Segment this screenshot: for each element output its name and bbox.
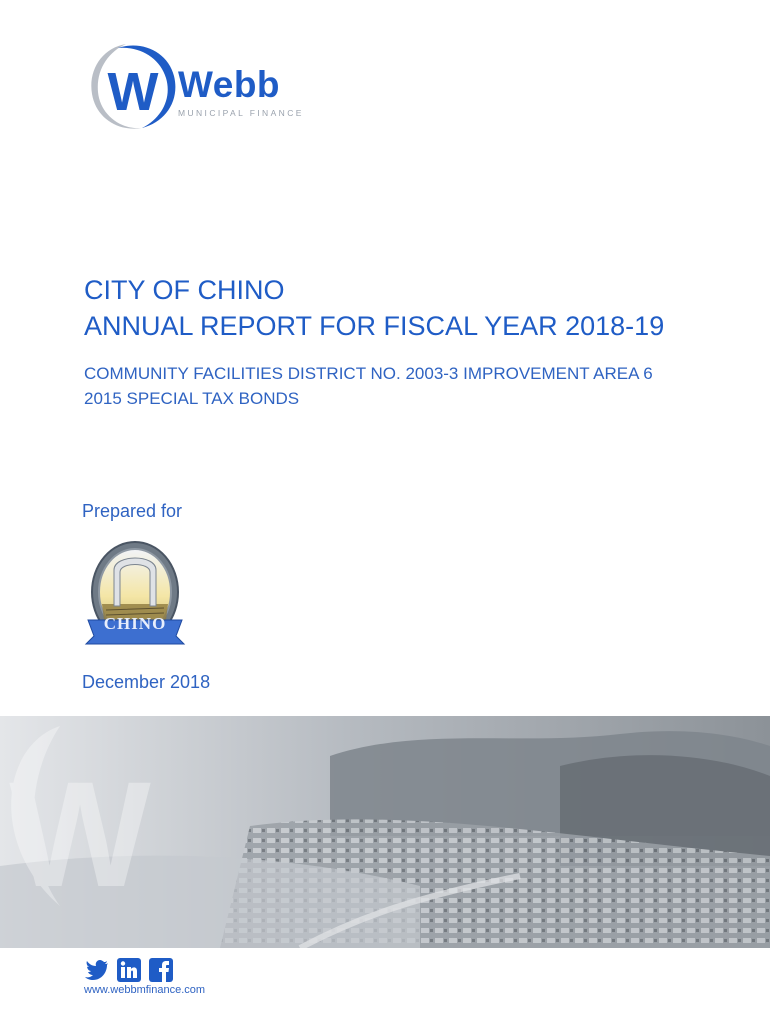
webb-w-mark-icon <box>91 44 175 129</box>
brand-tagline: MUNICIPAL FINANCE <box>178 108 304 118</box>
report-subtitle-line-1: COMMUNITY FACILITIES DISTRICT NO. 2003-3 IMPROVEMENT AREA 6 <box>84 364 653 383</box>
svg-text:W: W <box>107 62 159 122</box>
watermark-w-icon <box>9 726 151 918</box>
linkedin-icon[interactable] <box>116 957 142 983</box>
seal-chino-text: CHINO <box>103 614 167 633</box>
report-title-line-2: ANNUAL REPORT FOR FISCAL YEAR 2018-19 <box>84 311 665 341</box>
report-subtitle-line-2: 2015 SPECIAL TAX BONDS <box>84 389 300 408</box>
website-link[interactable]: www.webbmfinance.com <box>84 984 206 996</box>
prepared-for-label: Prepared for <box>82 501 183 521</box>
svg-text:W: W <box>9 750 151 918</box>
report-date: December 2018 <box>82 672 211 692</box>
brand-name: Webb <box>178 64 281 105</box>
facebook-icon[interactable] <box>148 957 174 983</box>
city-of-chino-seal <box>80 540 190 655</box>
social-links <box>84 957 174 983</box>
report-title-line-1: CITY OF CHINO <box>84 275 285 305</box>
twitter-icon[interactable] <box>84 957 110 983</box>
aerial-city-photo <box>0 716 770 948</box>
